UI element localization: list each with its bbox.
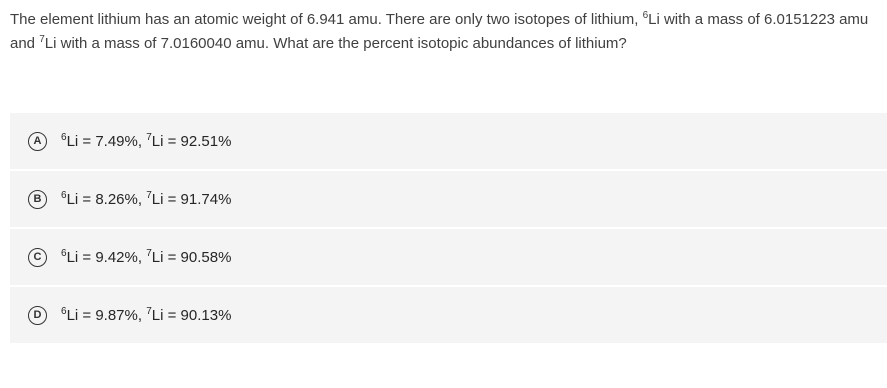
choice-text-part: Li = 90.58% xyxy=(151,248,232,266)
choice-text-part: Li = 9.42%, xyxy=(66,248,147,266)
isotope-mass-number: 6 xyxy=(642,10,649,21)
choice-text-part: Li = 9.87%, xyxy=(66,306,147,324)
choice-label xyxy=(61,307,231,324)
choice-d[interactable] xyxy=(10,287,887,343)
isotope-mass-number: 7 xyxy=(146,189,152,201)
isotope-mass-number: 6 xyxy=(61,189,67,201)
question-text xyxy=(10,8,880,56)
isotope-mass-number: 6 xyxy=(61,305,67,317)
choice-label xyxy=(61,191,231,208)
isotope-mass-number: 6 xyxy=(61,247,67,259)
choice-letter-badge: D xyxy=(28,306,47,325)
choice-letter-badge: B xyxy=(28,190,47,209)
question-text-part: Li with a mass of 7.0160040 amu. What are the percent isotopic abundances of lithium? xyxy=(44,35,627,52)
choice-text-part: Li = 92.51% xyxy=(151,132,232,150)
isotope-mass-number: 7 xyxy=(39,34,45,45)
choice-c[interactable] xyxy=(10,229,887,285)
choice-a[interactable] xyxy=(10,113,887,169)
answer-choices xyxy=(10,113,887,345)
choice-text-part: Li = 91.74% xyxy=(151,190,232,208)
choice-text-part: Li = 8.26%, xyxy=(66,190,147,208)
choice-letter-badge: C xyxy=(28,248,47,267)
choice-b[interactable] xyxy=(10,171,887,227)
isotope-mass-number: 7 xyxy=(146,305,152,317)
question-text-part: Li with a mass of 6.0151223 amu and xyxy=(10,11,869,52)
choice-text-part: Li = 7.49%, xyxy=(66,132,147,150)
choice-label xyxy=(61,133,231,150)
isotope-mass-number: 7 xyxy=(146,131,152,143)
isotope-mass-number: 6 xyxy=(61,131,67,143)
isotope-mass-number: 7 xyxy=(146,247,152,259)
choice-text-part: Li = 90.13% xyxy=(151,306,232,324)
choice-label xyxy=(61,249,231,266)
question-text-part: The element lithium has an atomic weight of 6.941 amu. There are only two isotopes of lithium, xyxy=(10,11,643,28)
choice-letter-badge: A xyxy=(28,132,47,151)
